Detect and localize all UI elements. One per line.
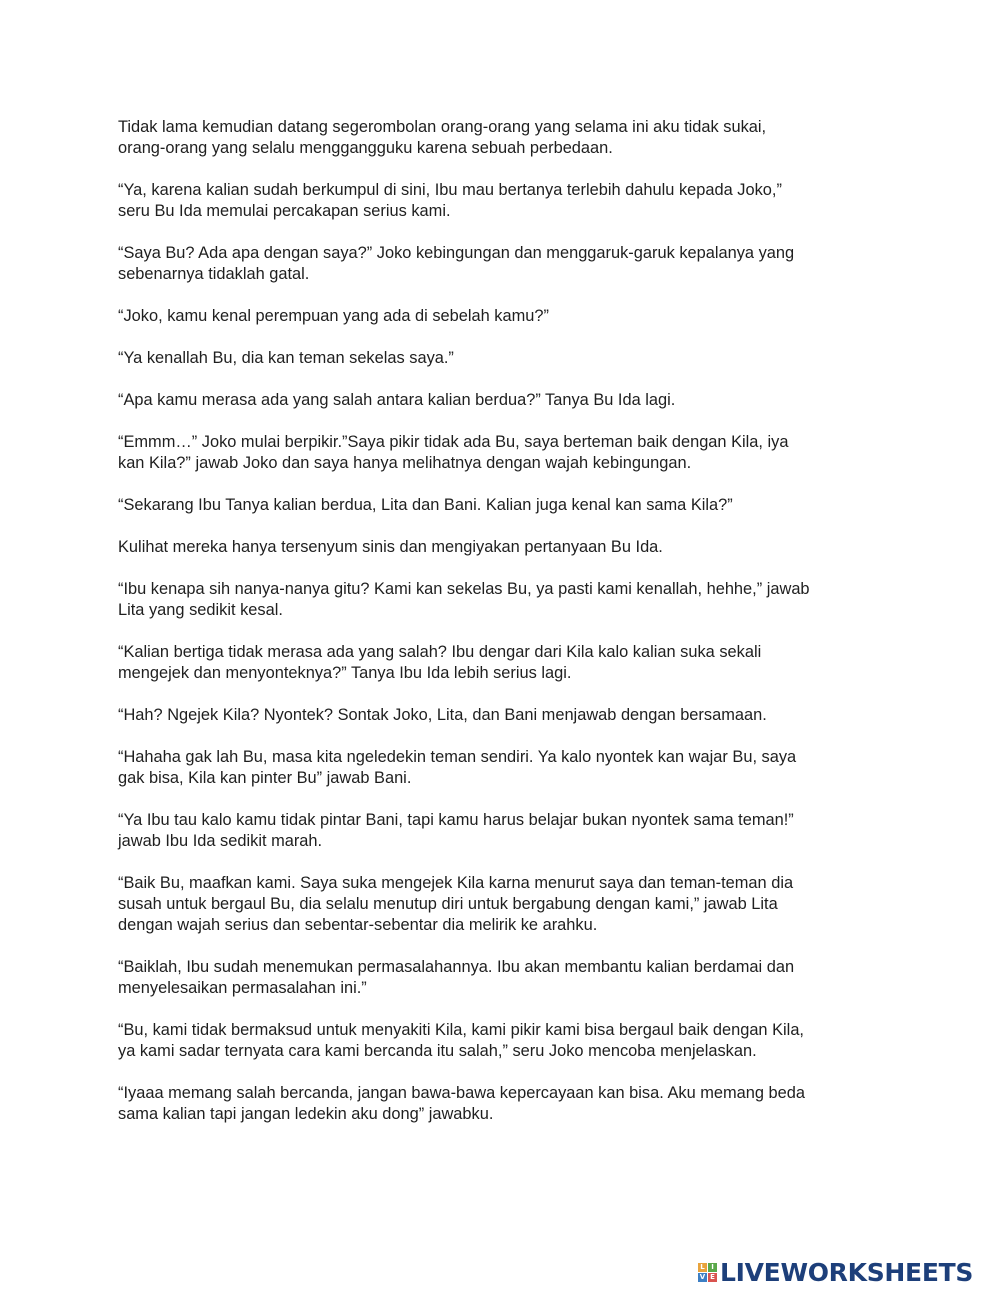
story-text [118, 117, 878, 1146]
paragraph: “Bu, kami tidak bermaksud untuk menyakiti Kila, kami pikir kami bisa bergaul baik dengan Kila, ya kami sadar ternyata cara kami bercanda itu salah,” seru Joko mencoba menjelaskan. [118, 1021, 804, 1060]
paragraph: “Apa kamu merasa ada yang salah antara kalian berdua?” Tanya Bu Ida lagi. [118, 391, 676, 409]
logo-blocks-icon [698, 1263, 717, 1282]
paragraph: “Saya Bu? Ada apa dengan saya?” Joko kebingungan dan menggaruk-garuk kepalanya yang sebenarnya tidaklah gatal. [118, 244, 795, 283]
paragraph: “Baiklah, Ibu sudah menemukan permasalahannya. Ibu akan membantu kalian berdamai dan menyelesaikan permasalahan ini.” [118, 958, 795, 997]
paragraph: “Sekarang Ibu Tanya kalian berdua, Lita dan Bani. Kalian juga kenal kan sama Kila?” [118, 496, 733, 514]
paragraph: Tidak lama kemudian datang segerombolan orang-orang yang selama ini aku tidak sukai, orang-orang yang selalu menggangguku karena sebuah perbedaan. [118, 118, 767, 157]
logo-block: E [708, 1273, 717, 1282]
paragraph: “Kalian bertiga tidak merasa ada yang salah? Ibu dengar dari Kila kalo kalian suka sekali mengejek dan menyonteknya?” Tanya Ibu Ida lebih serius lagi. [118, 643, 762, 682]
logo-block: L [698, 1263, 707, 1272]
logo-text: LIVEWORKSHEETS [720, 1257, 974, 1287]
paragraph: “Hah? Ngejek Kila? Nyontek? Sontak Joko, Lita, dan Bani menjawab dengan bersamaan. [118, 706, 767, 724]
logo-block: V [699, 1272, 706, 1281]
paragraph: “Joko, kamu kenal perempuan yang ada di sebelah kamu?” [118, 307, 549, 325]
paragraph: “Hahaha gak lah Bu, masa kita ngeledekin teman sendiri. Ya kalo nyontek kan wajar Bu, saya gak bisa, Kila kan pinter Bu” jawab Bani. [118, 748, 797, 787]
liveworksheets-logo [698, 1257, 973, 1287]
paragraph: Kulihat mereka hanya tersenyum sinis dan mengiyakan pertanyaan Bu Ida. [118, 538, 663, 556]
paragraph: “Ya kenallah Bu, dia kan teman sekelas saya.” [118, 349, 454, 367]
paragraph: “Emmm…” Joko mulai berpikir.”Saya pikir tidak ada Bu, saya berteman baik dengan Kila, iya kan Kila?” jawab Joko dan saya hanya melihatnya dengan wajah kebingungan. [118, 433, 789, 472]
paragraph: “Iyaaa memang salah bercanda, jangan bawa-bawa kepercayaan kan bisa. Aku memang beda sama kalian tapi jangan ledekin aku dong” jawabku. [118, 1084, 806, 1123]
paragraph: “Ya, karena kalian sudah berkumpul di sini, Ibu mau bertanya terlebih dahulu kepada Joko,” seru Bu Ida memulai percakapan serius kami. [118, 181, 782, 220]
paragraph: “Ibu kenapa sih nanya-nanya gitu? Kami kan sekelas Bu, ya pasti kami kenallah, hehhe,” jawab Lita yang sedikit kesal. [118, 580, 810, 619]
logo-block: I [708, 1263, 717, 1272]
paragraph: “Baik Bu, maafkan kami. Saya suka mengejek Kila karna menurut saya dan teman-teman dia susah untuk bergaul Bu, dia selalu menutup diri untuk bergabung dengan kami,” jawab Lita dengan wajah serius dan sebentar-sebentar dia melirik ke arahku. [118, 874, 794, 934]
paragraph: “Ya Ibu tau kalo kamu tidak pintar Bani, tapi kamu harus belajar bukan nyontek sama teman!” jawab Ibu Ida sedikit marah. [118, 811, 794, 850]
